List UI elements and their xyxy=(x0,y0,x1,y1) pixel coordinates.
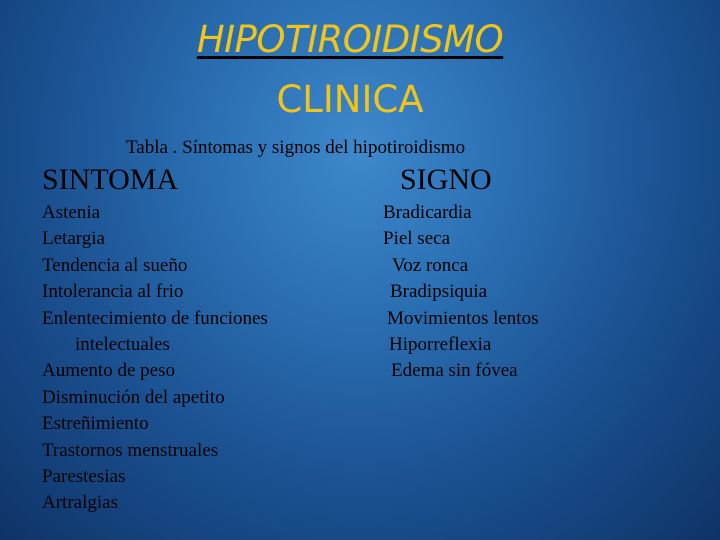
list-item: Disminución del apetito xyxy=(42,386,225,408)
list-item: Tendencia al sueño xyxy=(42,254,188,276)
list-item: Piel seca xyxy=(383,228,451,250)
list-item: Estreñimiento xyxy=(42,413,149,435)
table-caption: Tabla . Síntomas y signos del hipotiroidismo xyxy=(126,137,466,158)
slide-title: HIPOTIROIDISMO xyxy=(196,18,504,61)
list-item: Letargia xyxy=(42,228,105,250)
list-item: Movimientos lentos xyxy=(387,307,539,329)
list-item: Bradipsiquia xyxy=(390,281,488,303)
list-item: Edema sin fóvea xyxy=(391,360,518,382)
list-item: Voz ronca xyxy=(392,254,469,276)
slide-subtitle: CLINICA xyxy=(276,78,424,121)
list-item: Astenia xyxy=(42,202,101,223)
list-item: Intolerancia al frio xyxy=(42,281,184,303)
list-item: Hiporreflexia xyxy=(389,334,492,356)
signs-list xyxy=(383,200,538,385)
signs-column-header: SIGNO xyxy=(400,163,492,196)
symptoms-list xyxy=(42,200,268,517)
list-item: Aumento de peso xyxy=(42,360,175,382)
list-item: Bradicardia xyxy=(383,202,472,223)
list-item: intelectuales xyxy=(75,334,170,356)
list-item: Enlentecimiento de funciones xyxy=(42,307,268,329)
symptoms-column-header: SINTOMA xyxy=(42,163,179,196)
list-item: Trastornos menstruales xyxy=(42,439,219,461)
list-item: Artralgias xyxy=(42,492,118,514)
list-item: Parestesias xyxy=(42,466,126,488)
